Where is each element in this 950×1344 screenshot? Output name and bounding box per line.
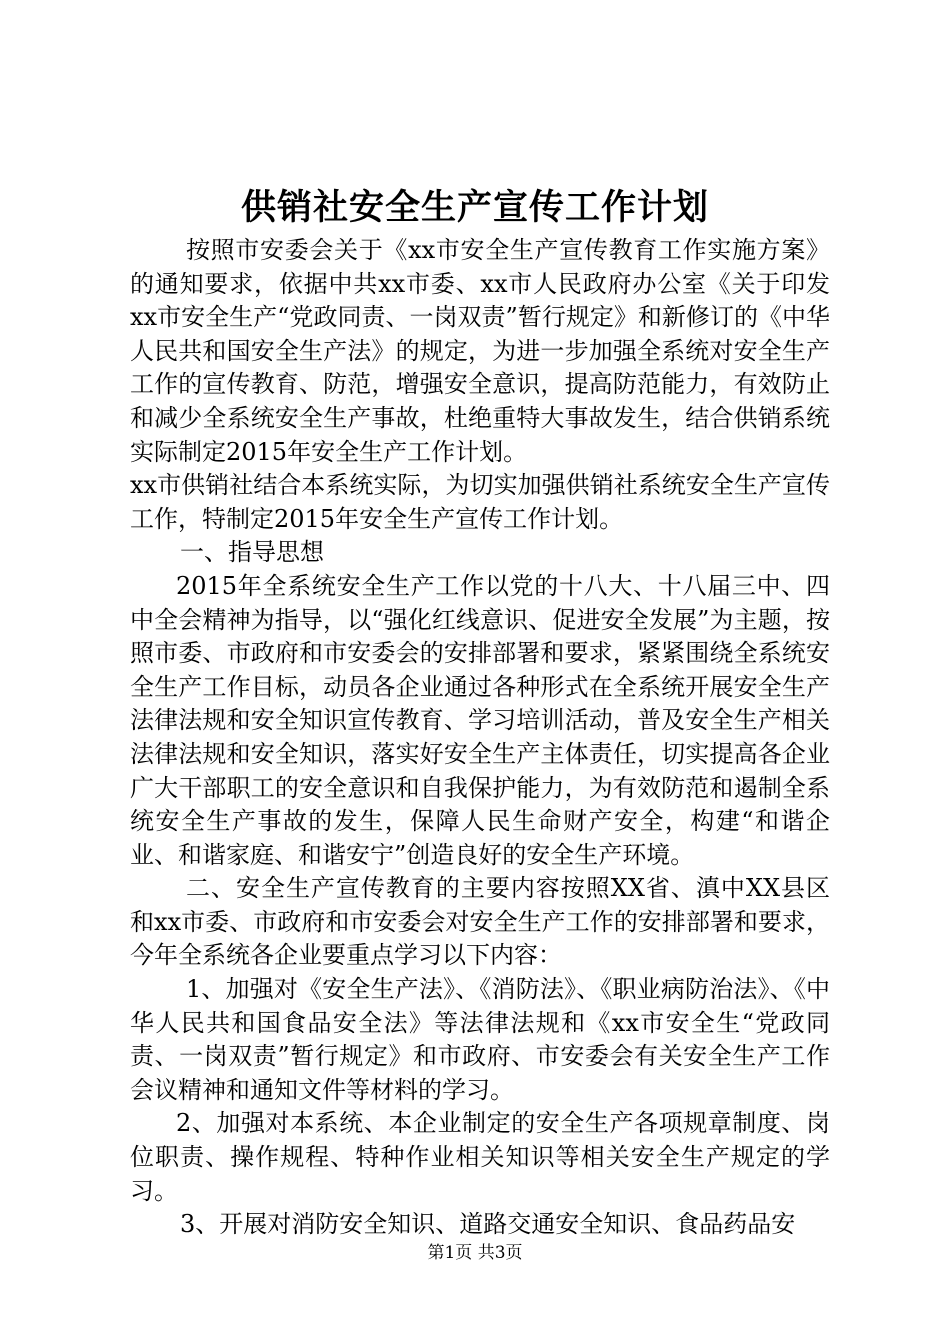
page-footer: 第1页 共3页 — [427, 1243, 523, 1263]
intro-paragraph: 按照市安委会关于《xx市安全生产宣传教育工作实施方案》的通知要求，依据中共xx市委、xx市人民政府办公室《关于印发xx市安全生产“党政同责、一岗双责”暂行规定》和新修订的《中华人民共和国安全生产法》的规定，为进一步加强全系统对安全生产工作的宣传教育、防范，增强安全意识，提高防范能力，有效防止和减少全系统安全生产事故，杜绝重特大事故发生，结合供销系统实际制定2015年安全生产工作计划。 — [130, 236, 830, 466]
purpose-paragraph: xx市供销社结合本系统实际，为切实加强供销社系统安全生产宣传工作，特制定2015年安全生产宣传工作计划。 — [130, 471, 830, 533]
content-item-1: 1、加强对《安全生产法》、《消防法》、《职业病防治法》、《中华人民共和国食品安全法》等法律法规和《xx市安全生“党政同责、一岗双责”暂行规定》和市政府、市安委会有关安全生产工作会议精神和通知文件等材料的学习。 — [130, 975, 830, 1104]
document-body — [130, 234, 830, 1242]
guiding-ideology-paragraph: 2015年全系统安全生产工作以党的十八大、十八届三中、四中全会精神为指导，以“强化红线意识、促进安全发展”为主题，按照市委、市政府和市安委会的安排部署和要求，紧紧围绕全系统安全生产工作目标，动员各企业通过各种形式在全系统开展安全生产法律法规和安全知识宣传教育、学习培训活动，普及安全生产相关法律法规和安全知识，落实好安全生产主体责任，切实提高各企业广大干部职工的安全意识和自我保护能力，为有效防范和遏制全系统安全生产事故的发生，保障人民生命财产安全，构建“和谐企业、和谐家庭、和谐安宁”创造良好的安全生产环境。 — [130, 571, 830, 869]
document-title: 供销社安全生产宣传工作计划 — [240, 187, 709, 228]
section-heading-guiding-ideology: 一、指导思想 — [180, 538, 324, 567]
content-item-3: 3、开展对消防安全知识、道路交通安全知识、食品药品安 — [180, 1210, 796, 1239]
content-item-2: 2、加强对本系统、本企业制定的安全生产各项规章制度、岗位职责、操作规程、特种作业相关知识等相关安全生产规定的学习。 — [130, 1109, 830, 1205]
section-heading-main-content: 二、安全生产宣传教育的主要内容按照XX省、滇中XX县区和xx市委、市政府和市安委会对安全生产工作的安排部署和要求，今年全系统各企业要重点学习以下内容： — [130, 874, 830, 970]
